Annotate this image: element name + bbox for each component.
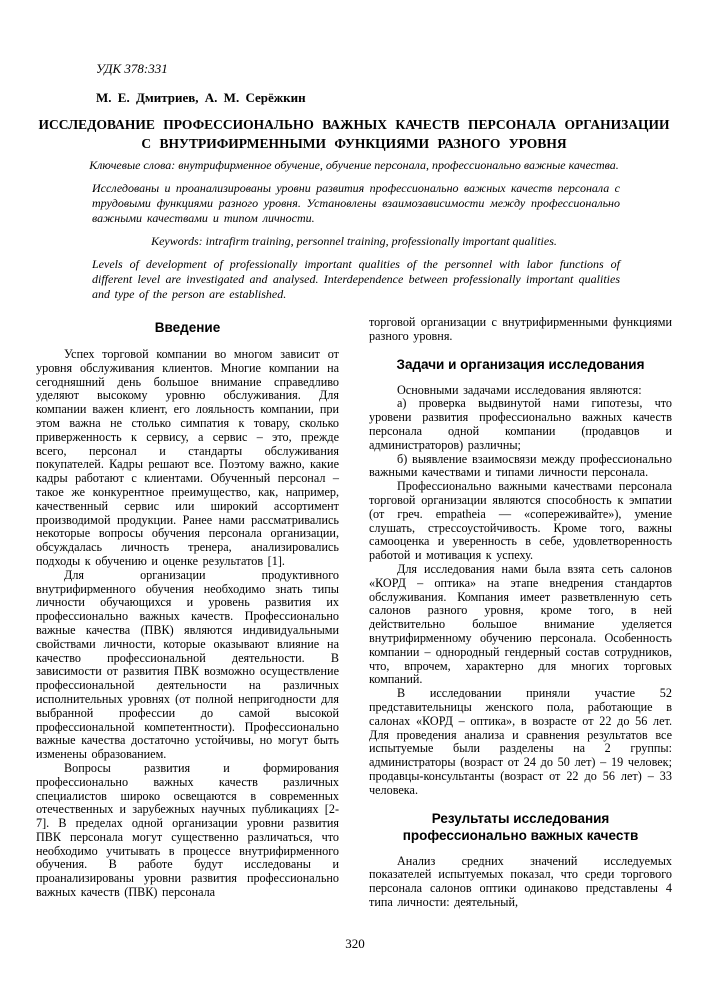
article-title-line2: С ВНУТРИФИРМЕННЫМИ ФУНКЦИЯМИ РАЗНОГО УРОВНЯ: [141, 136, 567, 151]
keywords-english: Keywords: intrafirm training, personnel training, professionally important qualities.: [151, 234, 557, 248]
paragraph: Основными задачами исследования являются:: [397, 382, 642, 397]
article-title-line1: ИССЛЕДОВАНИЕ ПРОФЕССИОНАЛЬНО ВАЖНЫХ КАЧЕСТВ ПЕРСОНАЛА ОРГАНИЗАЦИИ: [38, 117, 670, 132]
right-column: [369, 316, 672, 910]
abstract-russian: Исследованы и проанализированы уровни развития профессионально важных качеств персонала с трудовыми функциями разного уровня. Установлены взаимозависимости между профессионально важными качествами и типом личности.: [92, 181, 620, 225]
paragraph: Вопросы развития и формирования профессионально важных качеств различных специалистов широко освещаются в современных отечественных и зарубежных научных публикациях [2-7]. В пределах одной организации уровни развития ПВК персонала могут существенно различаться, что необходимо учитывать в процессе внутрифирменного обучения. В работе будут исследованы и проанализированы уровни развития профессионально важных качеств (ПВК) персонала: [36, 760, 339, 900]
abstract-english: Levels of development of professionally important qualities of the personnel with labor functions of different level are investigated and analysed. Interdependence between professionally important qualities and type of the person are established.: [92, 257, 620, 301]
section-heading-introduction: Введение: [154, 320, 221, 335]
paragraph-continuation: торговой организации с внутрифирменными функциями разного уровня.: [369, 315, 672, 343]
two-column-body: [36, 316, 672, 910]
udc-number: УДК 378:331: [96, 61, 168, 76]
authors-line: М. Е. Дмитриев, А. М. Серёжкин: [96, 90, 306, 105]
paragraph: б) выявление взаимосвязи между профессионально важными качествами и типами личности персонала.: [369, 451, 672, 480]
page-number: 320: [345, 936, 365, 951]
article-title: [36, 115, 672, 153]
keywords-russian: Ключевые слова: внутрифирменное обучение, обучение персонала, профессионально важные качества.: [89, 158, 619, 172]
paragraph: Для исследования нами была взята сеть салонов «КОРД – оптика» на этапе внедрения стандартов обслуживания. Компания имеет разветвленную сеть салонов разного уровня, кроме того, в ней действительно большое внимание уделяется внутрифирменному обучению персонала. Особенность компании – однородный гендерный состав сотрудников, что, впрочем, характерно для многих торговых компаний.: [369, 561, 672, 687]
paragraph: Профессионально важными качествами персонала торговой организации являются способность к эмпатии (от греч. empatheia — «сопереживайте»), умение слушать, стрессоустойчивость. Кроме того, важны самооценка и уверенность в себе, удовлетворенность работой и мотивация к успеху.: [369, 479, 672, 563]
paragraph: Для организации продуктивного внутрифирменного обучения необходимо знать типы личности обучающихся и уровень развития их профессионально важных качеств. Профессионально важные качества (ПВК) являются индивидуальными свойствами личности, которые оказывают влияние на качество профессиональной деятельности. В зависимости от развития ПВК возможно осуществление профессиональной деятельности на различных исполнительных уровнях (от полной непригодности для выбранной профессии до самой высокой профессиональной компетентности). Профессионально важные качества достаточно устойчивы, но могут быть изменены образованием.: [36, 567, 339, 762]
paragraph: В исследовании приняли участие 52 представительницы женского пола, работающие в салонах «КОРД – оптика», в возрасте от 22 до 56 лет. Для проведения анализа и сравнения результатов все испытуемые были разделены на 2 группы: администраторы (возраст от 24 до 50 лет) – 19 человек; продавцы-консультанты (возраст от 22 до 56 лет) – 33 человека.: [369, 686, 672, 797]
left-column: [36, 316, 339, 910]
section-heading-tasks: Задачи и организация исследования: [396, 356, 645, 372]
section-heading-results: Результаты исследования профессионально важных качеств: [402, 810, 639, 843]
paragraph: а) проверка выдвинутой нами гипотезы, что уровени развития профессионально важных качеств персонала одной компании (продавцов и администраторов) различны;: [369, 396, 672, 452]
paragraph: Успех торговой компании во многом зависит от уровня обслуживания клиентов. Многие компании на сегодняшний день большое внимание справедливо уделяют высокому уровню обслуживания. Для компании важен клиент, его лояльность компании, при этом важна не столько симпатия к товару, сколько приверженность к сервису, а сервис – это, прежде всего, персонал и стандарты обслуживания покупателей. Кадры решают все. Поэтому важно, какие кадры работают с клиентами. Обученный персонал – такое же конкурентное преимущество, как, например, качественный сервис или широкий ассортимент производимой продукции. Ранее нами рассматривались некоторые вопросы обучения персонала организации, обсуждалась личность тренера, анализировались подходы к обучению и оценке результатов [1].: [36, 347, 339, 568]
paragraph: Анализ средних значений исследуемых показателей испытуемых показал, что среди торгового персонала салонов оптики одинаково представлены 4 типа личности: деятельный,: [369, 853, 672, 909]
